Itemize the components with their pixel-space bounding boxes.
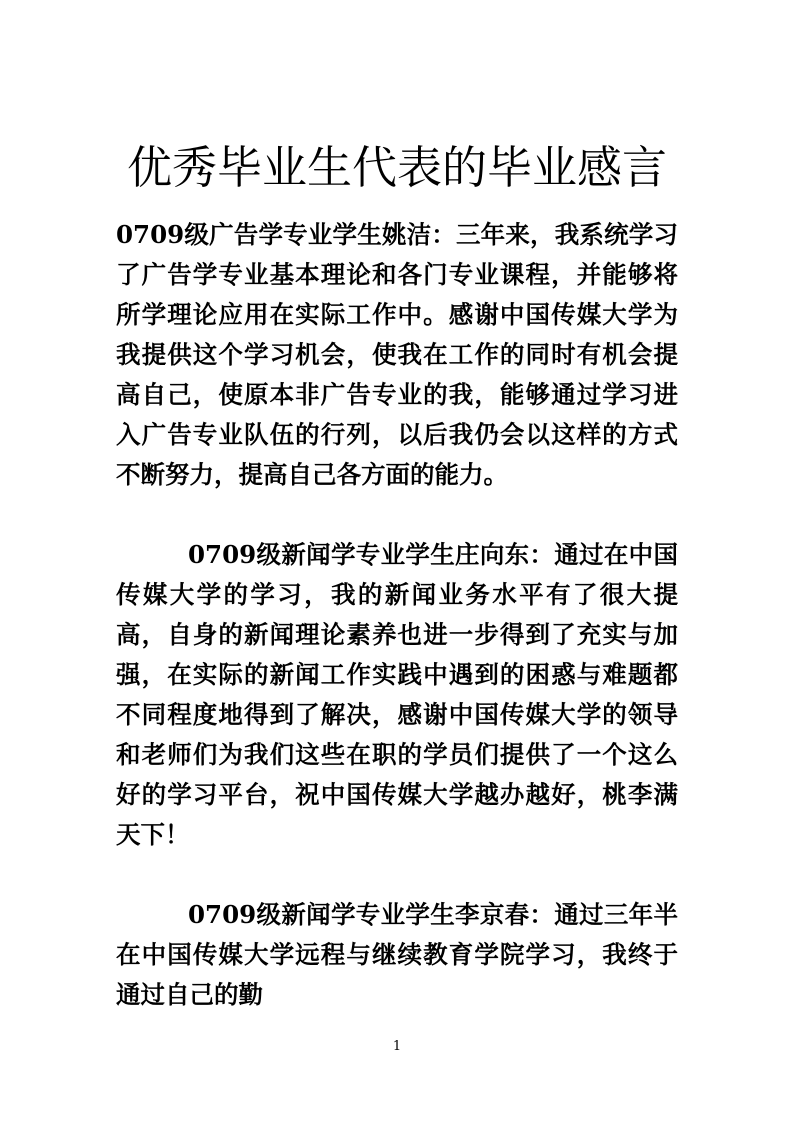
page-footer: [0, 1038, 794, 1056]
paragraph-graduate-statement-yao-jie: 0709级广告学专业学生姚洁：三年来，我系统学习了广告学专业基本理论和各门专业课程，并能够将所学理论应用在实际工作中。感谢中国传媒大学为我提供这个学习机会，使我在工作的同时有机会提高自己，使原本非广告专业的我，能够通过学习进入广告专业队伍的行列，以后我仍会以这样的方式不断努力，提高自己各方面的能力。: [116, 220, 678, 489]
paragraph-gap-2: [116, 855, 678, 895]
page-number: 1: [392, 1039, 402, 1054]
page-title: 优秀毕业生代表的毕业感言: [126, 141, 667, 194]
paragraph-gap-1: [116, 495, 678, 535]
paragraph-graduate-statement-zhuang-xiangdong: 0709级新闻学专业学生庄向东：通过在中国传媒大学的学习，我的新闻业务水平有了很大提高，自身的新闻理论素养也进一步得到了充实与加强，在实际的新闻工作实践中遇到的困惑与难题都不同程度地得到了解决，感谢中国传媒大学的领导和老师们为我们这些在职的学员们提供了一个这么好的学习平台，祝中国传媒大学越办越好，桃李满天下！: [116, 540, 678, 849]
title-body-gap: [116, 196, 678, 215]
paragraph-graduate-statement-li-jingchun: 0709级新闻学专业学生李京春：通过三年半在中国传媒大学远程与继续教育学院学习，我终于通过自己的勤: [116, 900, 678, 1009]
document-text-column: [116, 0, 678, 1015]
